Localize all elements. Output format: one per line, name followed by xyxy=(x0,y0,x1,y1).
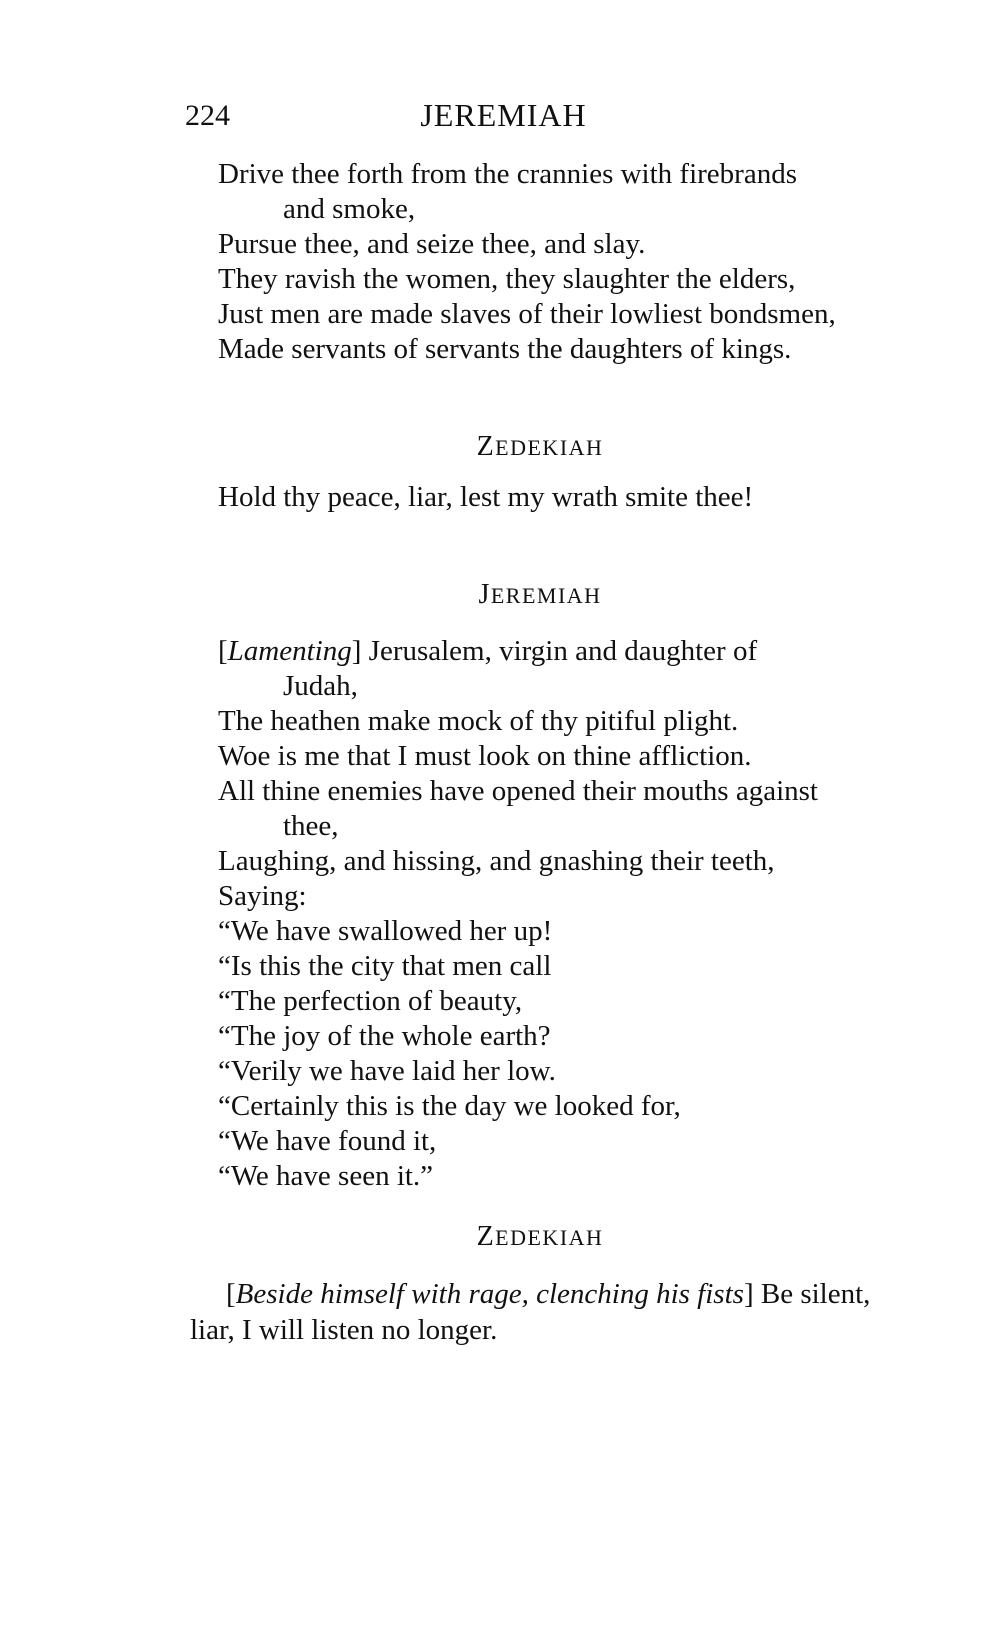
speaker-rest: EDEKIAH xyxy=(495,435,604,460)
line-text: Jerusalem, virgin and daughter of xyxy=(361,635,758,667)
page-number: 224 xyxy=(185,99,230,132)
verse-line xyxy=(218,634,757,668)
verse-line: Woe is me that I must look on thine affliction. xyxy=(218,740,752,772)
verse-line: The heathen make mock of thy pitiful plight. xyxy=(218,705,739,737)
bracket-open: [ xyxy=(226,1278,236,1310)
verse-line: Hold thy peace, liar, lest my wrath smite thee! xyxy=(218,481,754,513)
verse-line-continuation: thee, xyxy=(283,810,339,842)
bracket-open: [ xyxy=(218,635,228,667)
verse-line: “We have swallowed her up! xyxy=(218,915,553,947)
bracket-close: ] xyxy=(351,635,362,667)
stage-direction: Beside himself with rage, clenching his fists xyxy=(235,1278,744,1310)
verse-line: Saying: xyxy=(218,880,307,912)
speaker-heading xyxy=(0,1222,1007,1253)
verse-line: “The joy of the whole earth? xyxy=(218,1020,551,1052)
paragraph-text: Be silent, liar, I will listen no longer. xyxy=(190,1278,871,1346)
speaker-heading xyxy=(0,580,1007,611)
verse-line: Laughing, and hissing, and gnashing their teeth, xyxy=(218,845,775,877)
speaker-initial: J xyxy=(478,579,491,610)
speaker-heading xyxy=(0,432,1007,463)
verse-line: All thine enemies have opened their mouths against xyxy=(218,775,818,807)
verse-line: They ravish the women, they slaughter the elders, xyxy=(218,263,796,295)
verse-line: Drive thee forth from the crannies with firebrands xyxy=(218,158,797,190)
verse-line: “We have found it, xyxy=(218,1125,437,1157)
verse-line: “Certainly this is the day we looked for, xyxy=(218,1090,681,1122)
speaker-rest: EDEKIAH xyxy=(495,1225,604,1250)
verse-line: “We have seen it.” xyxy=(218,1160,434,1192)
stage-direction: Lamenting xyxy=(227,635,352,667)
verse-line: “Verily we have laid her low. xyxy=(218,1055,556,1087)
bracket-close: ] xyxy=(743,1278,754,1310)
speaker-rest: EREMIAH xyxy=(490,583,602,608)
verse-line: Just men are made slaves of their lowliest bondsmen, xyxy=(218,298,836,330)
speaker-initial: Z xyxy=(476,1221,496,1252)
verse-line-continuation: and smoke, xyxy=(283,193,416,225)
speaker-initial: Z xyxy=(476,431,496,462)
verse-line: Pursue thee, and seize thee, and slay. xyxy=(218,228,646,260)
verse-line-continuation: Judah, xyxy=(283,670,358,702)
verse-line: “Is this the city that men call xyxy=(218,950,552,982)
verse-line: Made servants of servants the daughters of kings. xyxy=(218,333,792,365)
prose-paragraph xyxy=(190,1276,892,1348)
verse-line: “The perfection of beauty, xyxy=(218,985,523,1017)
running-title: JEREMIAH xyxy=(420,97,587,133)
